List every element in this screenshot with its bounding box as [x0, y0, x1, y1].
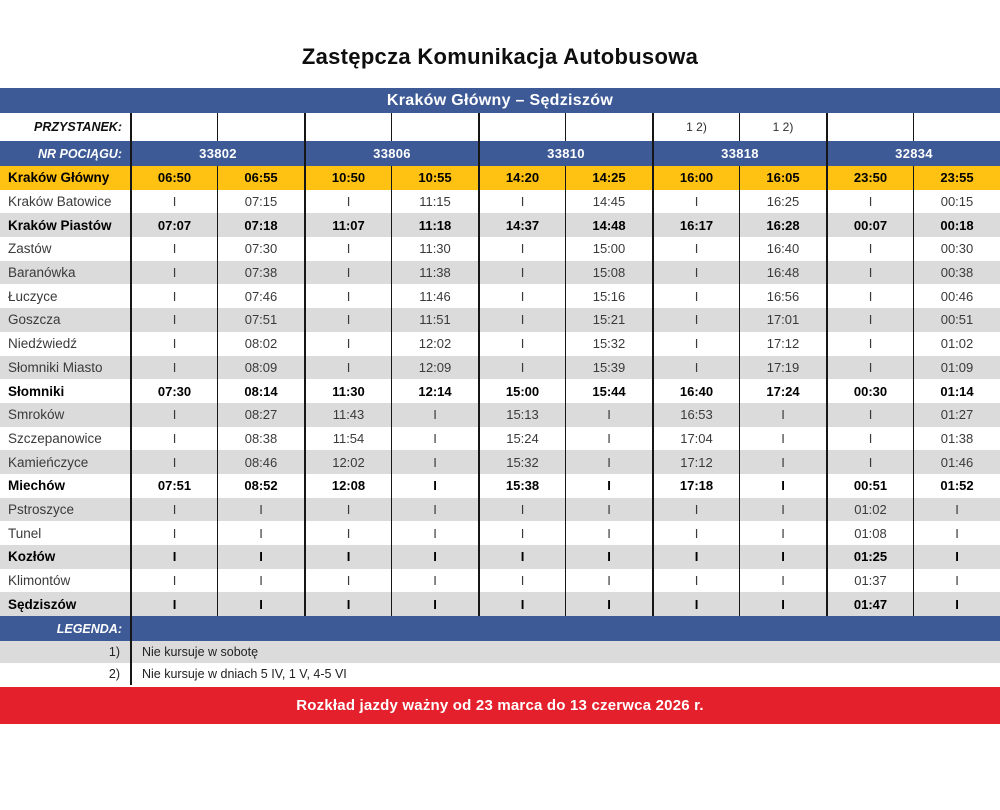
legend-mark: 2)	[108, 667, 120, 682]
time-cell: 01:09	[913, 356, 1000, 380]
time-cell: 07:15	[217, 190, 304, 214]
table-row	[0, 592, 1000, 616]
no-stop-cell: I	[652, 498, 739, 522]
legend-text: Nie kursuje w dniach 5 IV, 1 V, 4-5 VI	[130, 663, 1000, 685]
station-name: Goszcza	[8, 312, 61, 328]
timetable-body	[0, 166, 1000, 616]
station-name: Niedźwiedź	[8, 336, 78, 352]
time-cell: 17:19	[739, 356, 826, 380]
train-number: 32834	[826, 141, 1000, 166]
time-cell: 07:51	[217, 308, 304, 332]
time-cell: 07:07	[130, 213, 217, 237]
no-stop-cell: I	[304, 521, 391, 545]
train-number: 33802	[130, 141, 304, 166]
time-cell: 06:55	[217, 166, 304, 190]
time-cell: 15:13	[478, 403, 565, 427]
station-name: Smroków	[8, 407, 65, 423]
przystanek-note-cell	[913, 113, 1000, 141]
no-stop-cell: I	[478, 521, 565, 545]
no-stop-cell: I	[304, 498, 391, 522]
no-stop-cell: I	[652, 521, 739, 545]
table-row	[0, 213, 1000, 237]
train-number-label: NR POCIĄGU:	[37, 146, 122, 161]
time-cell: 11:18	[391, 213, 478, 237]
no-stop-cell: I	[130, 261, 217, 285]
route-header-label: Kraków Główny – Sędziszów	[386, 91, 614, 109]
time-cell: 16:53	[652, 403, 739, 427]
table-row	[0, 427, 1000, 451]
time-cell: 12:14	[391, 379, 478, 403]
validity-banner-text: Rozkład jazdy ważny od 23 marca do 13 czerwca 2026 r.	[296, 697, 704, 715]
time-cell: 12:08	[304, 474, 391, 498]
table-row	[0, 474, 1000, 498]
time-cell: 01:46	[913, 450, 1000, 474]
table-row	[0, 308, 1000, 332]
legend-item	[0, 641, 1000, 663]
no-stop-cell: I	[478, 261, 565, 285]
time-cell: 11:38	[391, 261, 478, 285]
time-cell: 00:30	[826, 379, 913, 403]
time-cell: 06:50	[130, 166, 217, 190]
no-stop-cell: I	[739, 427, 826, 451]
no-stop-cell: I	[130, 190, 217, 214]
no-stop-cell: I	[565, 569, 652, 593]
time-cell: 08:09	[217, 356, 304, 380]
time-cell: 17:24	[739, 379, 826, 403]
no-stop-cell: I	[913, 521, 1000, 545]
no-stop-cell: I	[826, 332, 913, 356]
time-cell: 12:02	[391, 332, 478, 356]
no-stop-cell: I	[130, 332, 217, 356]
przystanek-note-cell	[391, 113, 478, 141]
route-header	[0, 88, 1000, 113]
time-cell: 17:12	[739, 332, 826, 356]
przystanek-note-cell	[304, 113, 391, 141]
time-cell: 16:40	[739, 237, 826, 261]
table-row	[0, 261, 1000, 285]
station-name: Słomniki	[8, 383, 65, 399]
station-name: Kraków Główny	[8, 170, 110, 186]
no-stop-cell: I	[478, 284, 565, 308]
time-cell: 00:38	[913, 261, 1000, 285]
no-stop-cell: I	[304, 356, 391, 380]
time-cell: 00:07	[826, 213, 913, 237]
station-name: Kozłów	[8, 549, 56, 565]
time-cell: 14:25	[565, 166, 652, 190]
time-cell: 16:17	[652, 213, 739, 237]
time-cell: 07:18	[217, 213, 304, 237]
no-stop-cell: I	[652, 261, 739, 285]
no-stop-cell: I	[478, 592, 565, 616]
time-cell: 01:14	[913, 379, 1000, 403]
no-stop-cell: I	[391, 592, 478, 616]
time-cell: 07:51	[130, 474, 217, 498]
no-stop-cell: I	[739, 545, 826, 569]
station-name: Słomniki Miasto	[8, 359, 103, 375]
table-row	[0, 403, 1000, 427]
no-stop-cell: I	[652, 332, 739, 356]
no-stop-cell: I	[826, 427, 913, 451]
no-stop-cell: I	[130, 308, 217, 332]
station-name: Kamieńczyce	[8, 454, 89, 470]
legend-label: LEGENDA:	[56, 621, 122, 636]
no-stop-cell: I	[826, 308, 913, 332]
no-stop-cell: I	[652, 569, 739, 593]
no-stop-cell: I	[130, 569, 217, 593]
no-stop-cell: I	[739, 403, 826, 427]
table-row	[0, 332, 1000, 356]
time-cell: 11:30	[304, 379, 391, 403]
time-cell: 00:15	[913, 190, 1000, 214]
no-stop-cell: I	[130, 284, 217, 308]
no-stop-cell: I	[478, 308, 565, 332]
no-stop-cell: I	[391, 450, 478, 474]
time-cell: 07:30	[217, 237, 304, 261]
no-stop-cell: I	[217, 545, 304, 569]
time-cell: 08:38	[217, 427, 304, 451]
no-stop-cell: I	[304, 569, 391, 593]
no-stop-cell: I	[652, 190, 739, 214]
station-name: Kraków Batowice	[8, 194, 112, 210]
time-cell: 00:51	[913, 308, 1000, 332]
table-row	[0, 569, 1000, 593]
time-cell: 12:02	[304, 450, 391, 474]
time-cell: 16:25	[739, 190, 826, 214]
no-stop-cell: I	[826, 284, 913, 308]
no-stop-cell: I	[217, 498, 304, 522]
time-cell: 16:56	[739, 284, 826, 308]
time-cell: 15:00	[565, 237, 652, 261]
no-stop-cell: I	[391, 474, 478, 498]
no-stop-cell: I	[826, 356, 913, 380]
no-stop-cell: I	[913, 569, 1000, 593]
time-cell: 00:46	[913, 284, 1000, 308]
no-stop-cell: I	[739, 498, 826, 522]
time-cell: 14:20	[478, 166, 565, 190]
przystanek-note-cell	[478, 113, 565, 141]
station-name: Sędziszów	[8, 596, 77, 612]
legend-item	[0, 663, 1000, 685]
no-stop-cell: I	[304, 592, 391, 616]
no-stop-cell: I	[391, 403, 478, 427]
station-name: Szczepanowice	[8, 430, 102, 446]
time-cell: 08:52	[217, 474, 304, 498]
no-stop-cell: I	[565, 545, 652, 569]
time-cell: 11:46	[391, 284, 478, 308]
train-number: 33806	[304, 141, 478, 166]
no-stop-cell: I	[217, 521, 304, 545]
time-cell: 01:02	[913, 332, 1000, 356]
time-cell: 23:55	[913, 166, 1000, 190]
station-name: Zastów	[8, 241, 52, 257]
time-cell: 16:28	[739, 213, 826, 237]
no-stop-cell: I	[739, 521, 826, 545]
time-cell: 11:54	[304, 427, 391, 451]
no-stop-cell: I	[652, 237, 739, 261]
no-stop-cell: I	[304, 284, 391, 308]
table-row	[0, 284, 1000, 308]
table-row	[0, 166, 1000, 190]
no-stop-cell: I	[130, 498, 217, 522]
no-stop-cell: I	[130, 403, 217, 427]
no-stop-cell: I	[304, 308, 391, 332]
time-cell: 08:14	[217, 379, 304, 403]
przystanek-note-cell	[826, 113, 913, 141]
no-stop-cell: I	[652, 308, 739, 332]
time-cell: 01:27	[913, 403, 1000, 427]
no-stop-cell: I	[130, 427, 217, 451]
table-row	[0, 356, 1000, 380]
time-cell: 12:09	[391, 356, 478, 380]
timetable	[0, 88, 1000, 724]
no-stop-cell: I	[826, 190, 913, 214]
no-stop-cell: I	[826, 261, 913, 285]
no-stop-cell: I	[391, 569, 478, 593]
station-name: Łuczyce	[8, 288, 58, 304]
no-stop-cell: I	[304, 237, 391, 261]
no-stop-cell: I	[130, 356, 217, 380]
time-cell: 15:00	[478, 379, 565, 403]
no-stop-cell: I	[826, 450, 913, 474]
time-cell: 07:38	[217, 261, 304, 285]
time-cell: 11:43	[304, 403, 391, 427]
no-stop-cell: I	[565, 592, 652, 616]
time-cell: 01:52	[913, 474, 1000, 498]
przystanek-note-cell	[130, 113, 217, 141]
no-stop-cell: I	[304, 190, 391, 214]
time-cell: 00:30	[913, 237, 1000, 261]
table-row	[0, 190, 1000, 214]
time-cell: 08:02	[217, 332, 304, 356]
no-stop-cell: I	[826, 403, 913, 427]
no-stop-cell: I	[565, 427, 652, 451]
time-cell: 16:40	[652, 379, 739, 403]
time-cell: 17:18	[652, 474, 739, 498]
no-stop-cell: I	[565, 498, 652, 522]
time-cell: 00:18	[913, 213, 1000, 237]
time-cell: 14:37	[478, 213, 565, 237]
no-stop-cell: I	[565, 403, 652, 427]
time-cell: 23:50	[826, 166, 913, 190]
time-cell: 15:16	[565, 284, 652, 308]
no-stop-cell: I	[478, 237, 565, 261]
time-cell: 15:38	[478, 474, 565, 498]
legend-mark: 1)	[108, 645, 120, 660]
time-cell: 01:25	[826, 545, 913, 569]
station-name: Klimontów	[8, 573, 71, 589]
przystanek-note-cell: 1 2)	[739, 113, 826, 141]
time-cell: 11:30	[391, 237, 478, 261]
no-stop-cell: I	[739, 569, 826, 593]
no-stop-cell: I	[391, 427, 478, 451]
legend-header	[0, 616, 1000, 641]
no-stop-cell: I	[565, 450, 652, 474]
time-cell: 15:21	[565, 308, 652, 332]
time-cell: 01:47	[826, 592, 913, 616]
station-name: Tunel	[8, 525, 42, 541]
time-cell: 15:24	[478, 427, 565, 451]
no-stop-cell: I	[130, 450, 217, 474]
time-cell: 16:48	[739, 261, 826, 285]
time-cell: 11:15	[391, 190, 478, 214]
table-row	[0, 498, 1000, 522]
time-cell: 15:39	[565, 356, 652, 380]
time-cell: 01:37	[826, 569, 913, 593]
no-stop-cell: I	[130, 521, 217, 545]
no-stop-cell: I	[652, 592, 739, 616]
no-stop-cell: I	[565, 474, 652, 498]
time-cell: 01:08	[826, 521, 913, 545]
no-stop-cell: I	[391, 498, 478, 522]
no-stop-cell: I	[652, 545, 739, 569]
no-stop-cell: I	[739, 592, 826, 616]
no-stop-cell: I	[478, 356, 565, 380]
no-stop-cell: I	[130, 237, 217, 261]
no-stop-cell: I	[913, 592, 1000, 616]
time-cell: 16:05	[739, 166, 826, 190]
table-row	[0, 237, 1000, 261]
no-stop-cell: I	[565, 521, 652, 545]
przystanek-note-cell	[217, 113, 304, 141]
station-name: Baranówka	[8, 265, 76, 281]
page-title: Zastępcza Komunikacja Autobusowa	[301, 44, 699, 69]
przystanek-note-cell: 1 2)	[652, 113, 739, 141]
no-stop-cell: I	[478, 498, 565, 522]
time-cell: 15:32	[565, 332, 652, 356]
validity-banner	[0, 687, 1000, 724]
no-stop-cell: I	[304, 332, 391, 356]
time-cell: 07:30	[130, 379, 217, 403]
no-stop-cell: I	[478, 545, 565, 569]
train-number-row	[0, 141, 1000, 166]
time-cell: 17:04	[652, 427, 739, 451]
station-name: Pstroszyce	[8, 501, 75, 517]
time-cell: 08:27	[217, 403, 304, 427]
train-number: 33818	[652, 141, 826, 166]
no-stop-cell: I	[217, 592, 304, 616]
no-stop-cell: I	[913, 545, 1000, 569]
no-stop-cell: I	[304, 261, 391, 285]
no-stop-cell: I	[130, 545, 217, 569]
time-cell: 15:08	[565, 261, 652, 285]
table-row	[0, 521, 1000, 545]
legend-header-spacer	[130, 616, 1000, 641]
no-stop-cell: I	[217, 569, 304, 593]
no-stop-cell: I	[130, 592, 217, 616]
time-cell: 15:32	[478, 450, 565, 474]
time-cell: 01:38	[913, 427, 1000, 451]
przystanek-row	[0, 113, 1000, 141]
time-cell: 01:02	[826, 498, 913, 522]
no-stop-cell: I	[652, 356, 739, 380]
no-stop-cell: I	[391, 521, 478, 545]
no-stop-cell: I	[304, 545, 391, 569]
no-stop-cell: I	[478, 569, 565, 593]
no-stop-cell: I	[739, 474, 826, 498]
no-stop-cell: I	[913, 498, 1000, 522]
legend-text: Nie kursuje w sobotę	[130, 641, 1000, 663]
time-cell: 15:44	[565, 379, 652, 403]
table-row	[0, 545, 1000, 569]
time-cell: 17:12	[652, 450, 739, 474]
time-cell: 11:07	[304, 213, 391, 237]
przystanek-label: PRZYSTANEK:	[34, 120, 122, 134]
no-stop-cell: I	[739, 450, 826, 474]
time-cell: 11:51	[391, 308, 478, 332]
time-cell: 14:45	[565, 190, 652, 214]
time-cell: 17:01	[739, 308, 826, 332]
station-name: Miechów	[8, 478, 66, 494]
no-stop-cell: I	[478, 190, 565, 214]
time-cell: 10:50	[304, 166, 391, 190]
no-stop-cell: I	[826, 237, 913, 261]
train-number: 33810	[478, 141, 652, 166]
przystanek-note-cell	[565, 113, 652, 141]
table-row	[0, 379, 1000, 403]
no-stop-cell: I	[391, 545, 478, 569]
station-name: Kraków Piastów	[8, 217, 112, 233]
time-cell: 14:48	[565, 213, 652, 237]
table-row	[0, 450, 1000, 474]
time-cell: 07:46	[217, 284, 304, 308]
no-stop-cell: I	[652, 284, 739, 308]
time-cell: 00:51	[826, 474, 913, 498]
time-cell: 10:55	[391, 166, 478, 190]
time-cell: 08:46	[217, 450, 304, 474]
no-stop-cell: I	[478, 332, 565, 356]
time-cell: 16:00	[652, 166, 739, 190]
